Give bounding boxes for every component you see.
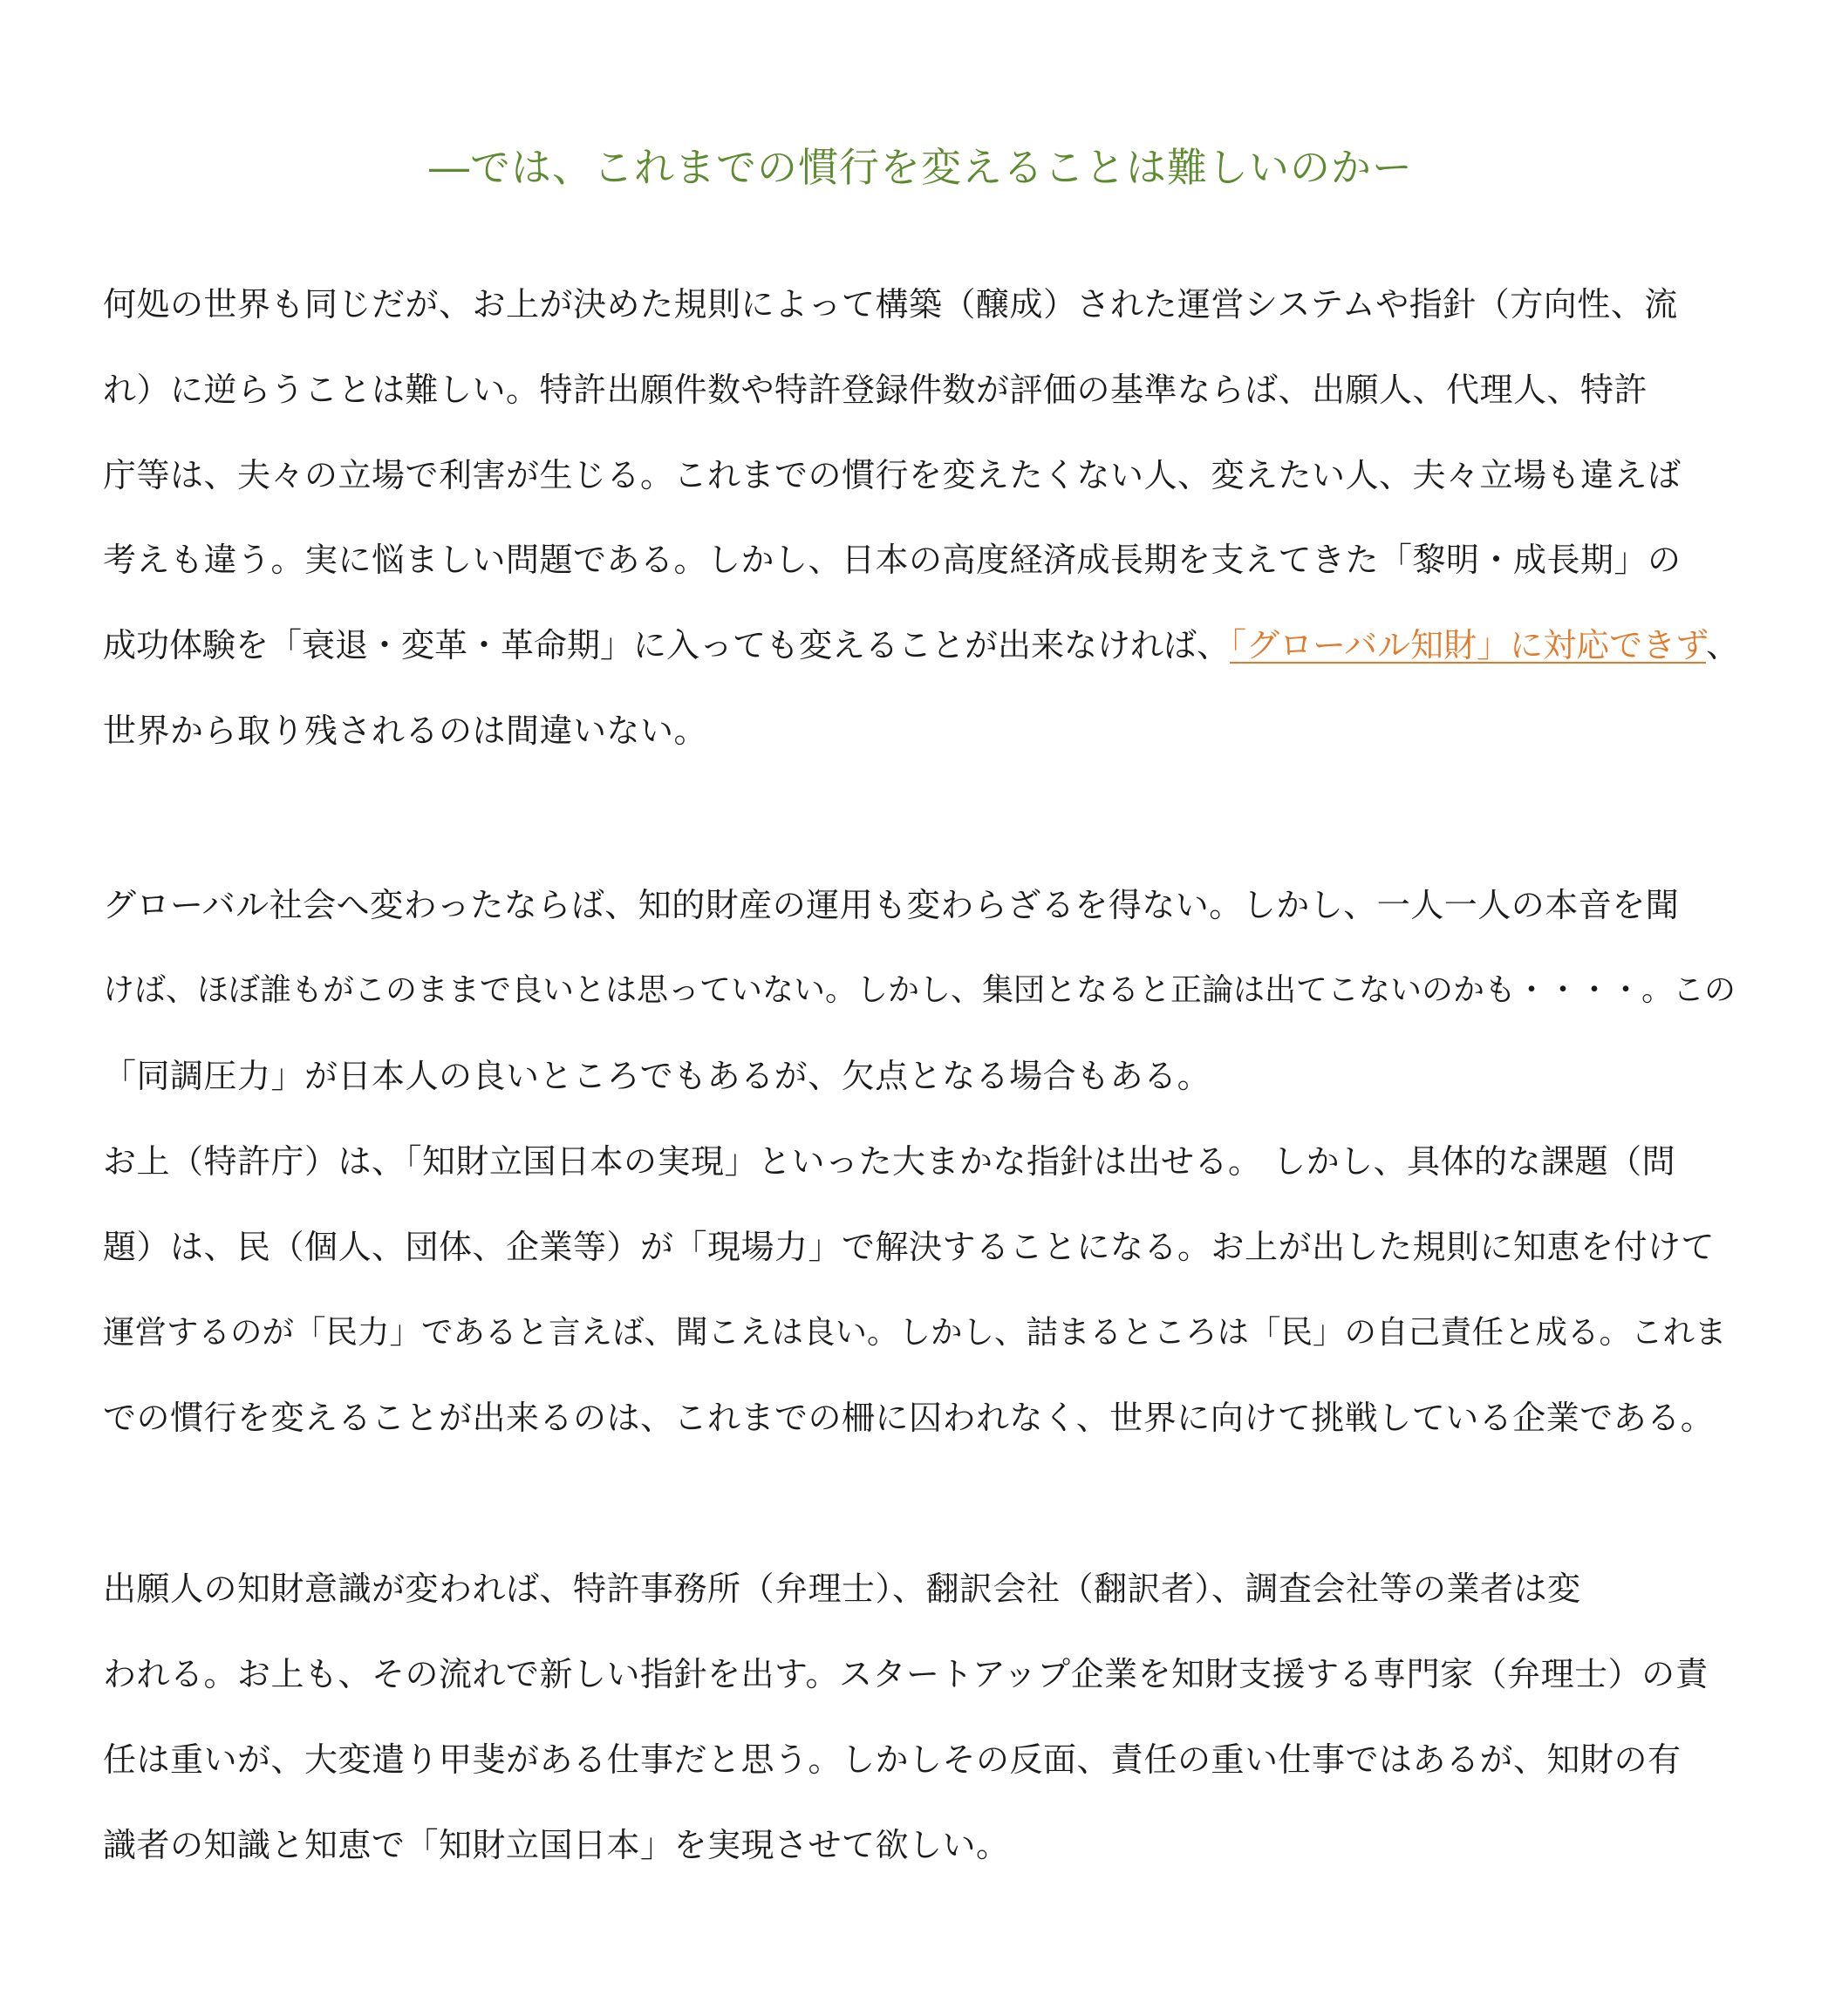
paragraph-line: グローバル社会へ変わったならば、知的財産の運用も変わらざるを得ない。しかし、一人一人の本音を聞 bbox=[103, 886, 1680, 924]
paragraph-1-line-3 bbox=[103, 453, 1743, 497]
paragraph-3-line-4 bbox=[103, 1823, 1743, 1867]
paragraph-2-line-4 bbox=[103, 1140, 1743, 1183]
paragraph-line: 考えも違う。実に悩ましい問題である。しかし、日本の高度経済成長期を支えてきた「黎明・成長期」の bbox=[103, 541, 1682, 579]
paragraph-text: 、 bbox=[1706, 626, 1740, 664]
paragraph-3-line-3 bbox=[103, 1738, 1743, 1781]
paragraph-line: 運営するのが「民力」であると言えば、聞こえは良い。しかし、詰まるところは「民」の自己責任と成る。これま bbox=[103, 1313, 1727, 1351]
paragraph-line: 「同調圧力」が日本人の良いところでもあるが、欠点となる場合もある。 bbox=[103, 1057, 1211, 1095]
paragraph-3-line-2 bbox=[103, 1652, 1743, 1696]
paragraph-line: 何処の世界も同じだが、お上が決めた規則によって構築（醸成）された運営システムや指針（方向性、流 bbox=[103, 285, 1678, 324]
global-ip-link[interactable]: 「グローバル知財」に対応できず bbox=[1230, 626, 1707, 664]
page-title: ―では、これまでの慣行を変えることは難しいのかー bbox=[429, 144, 1413, 191]
paragraph-1-line-2 bbox=[103, 368, 1743, 412]
paragraph-line: れ）に逆らうことは難しい。特許出願件数や特許登録件数が評価の基準ならば、出願人、代理人、特許 bbox=[103, 371, 1648, 409]
paragraph-line: 識者の知識と知恵で「知財立国日本」を実現させて欲しい。 bbox=[103, 1826, 1010, 1864]
paragraph-line: での慣行を変えることが出来るのは、これまでの柵に囚われなく、世界に向けて挑戦している企業である。 bbox=[103, 1399, 1715, 1437]
paragraph-2-line-5 bbox=[103, 1225, 1743, 1269]
paragraph-3-line-1 bbox=[103, 1567, 1743, 1611]
paragraph-line: 任は重いが、大変遣り甲斐がある仕事だと思う。しかしその反面、責任の重い仕事ではあるが、知財の有 bbox=[103, 1740, 1682, 1779]
paragraph-text: 成功体験を「衰退・変革・革命期」に入っても変えることが出来なければ、 bbox=[103, 626, 1231, 664]
paragraph-1-line-5 bbox=[103, 623, 1743, 667]
paragraph-1-line-6 bbox=[103, 709, 1743, 753]
paragraph-2-line-6 bbox=[103, 1311, 1743, 1354]
paragraph-2-line-2 bbox=[103, 969, 1743, 1012]
paragraph-line: お上（特許庁）は、「知財立国日本の実現」といった大まかな指針は出せる。 しかし、具体的な課題（問 bbox=[103, 1142, 1676, 1181]
paragraph-line: 世界から取り残されるのは間違いない。 bbox=[103, 712, 708, 750]
paragraph-line: 出願人の知財意識が変われば、特許事務所（弁理士）、翻訳会社（翻訳者）、調査会社等の業者は変 bbox=[103, 1570, 1581, 1608]
paragraph-1 bbox=[103, 283, 1743, 326]
paragraph-2-line-1 bbox=[103, 883, 1743, 927]
paragraph-line bbox=[103, 623, 1743, 667]
paragraph-line: われる。お上も、その流れで新しい指針を出す。スタートアップ企業を知財支援する専門家（弁理士）の責 bbox=[103, 1655, 1709, 1693]
paragraph-1-line-4 bbox=[103, 538, 1743, 582]
paragraph-line: 題）は、民（個人、団体、企業等）が「現場力」で解決することになる。お上が出した規則に知恵を付けて bbox=[103, 1228, 1716, 1266]
paragraph-2-line-7 bbox=[103, 1396, 1743, 1440]
paragraph-line: けば、ほぼ誰もがこのままで良いとは思っていない。しかし、集団となると正論は出てこないのかも・・・・。この bbox=[103, 972, 1736, 1008]
paragraph-2-line-3 bbox=[103, 1054, 1743, 1098]
paragraph-line: 庁等は、夫々の立場で利害が生じる。これまでの慣行を変えたくない人、変えたい人、夫々立場も違えば bbox=[103, 456, 1682, 494]
